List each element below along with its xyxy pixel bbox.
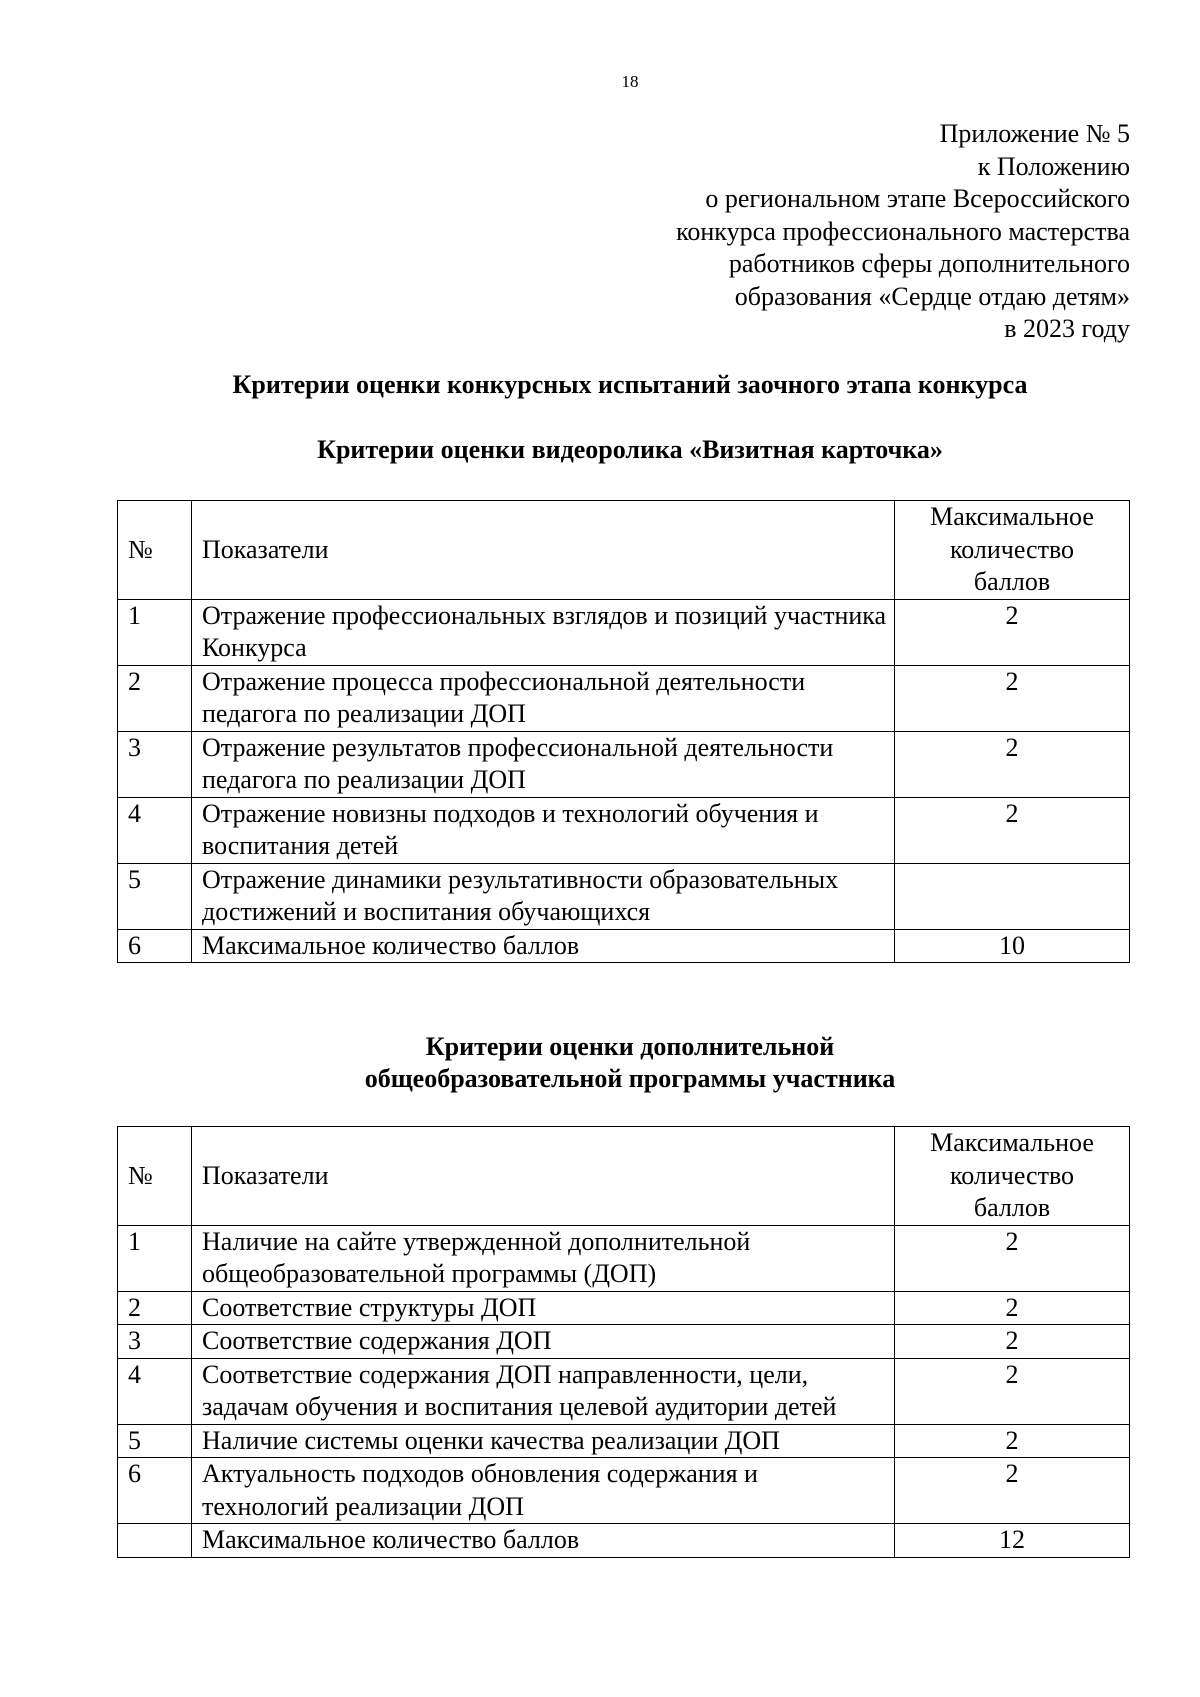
program-heading-line: общеобразовательной программы участника bbox=[364, 1064, 896, 1093]
header-max-points bbox=[895, 501, 1130, 600]
row-indicator: Соответствие структуры ДОП bbox=[192, 1291, 895, 1325]
header-max-points-line: количество bbox=[949, 534, 1075, 564]
table-row bbox=[118, 863, 1130, 929]
row-num: 5 bbox=[118, 1424, 192, 1458]
row-score: 2 bbox=[895, 1458, 1130, 1524]
row-score: 2 bbox=[895, 665, 1130, 731]
appendix-line: о региональном этапе Всероссийского bbox=[705, 184, 1130, 213]
row-score: 2 bbox=[895, 731, 1130, 797]
header-indicators: Показатели bbox=[192, 1127, 895, 1226]
header-max-points-line: баллов bbox=[973, 567, 1051, 596]
row-score: 2 bbox=[895, 599, 1130, 665]
row-num: 5 bbox=[118, 863, 192, 929]
row-score: 2 bbox=[895, 1325, 1130, 1359]
table-row bbox=[118, 929, 1130, 963]
row-indicator: Отражение профессиональных взглядов и позиций участника Конкурса bbox=[192, 599, 895, 665]
row-num bbox=[118, 1524, 192, 1558]
row-indicator: Отражение новизны подходов и технологий обучения и воспитания детей bbox=[192, 797, 895, 863]
row-num: 1 bbox=[118, 1225, 192, 1291]
program-criteria-heading bbox=[0, 1031, 1200, 1095]
appendix-line: работников сферы дополнительного bbox=[728, 249, 1130, 278]
row-num: 2 bbox=[118, 665, 192, 731]
table-row bbox=[118, 1325, 1130, 1359]
row-num: 4 bbox=[118, 1358, 192, 1424]
table-row bbox=[118, 797, 1130, 863]
header-max-points-line: баллов bbox=[973, 1193, 1051, 1222]
table-row bbox=[118, 1225, 1130, 1291]
appendix-note bbox=[676, 118, 1130, 346]
row-score bbox=[895, 863, 1130, 929]
appendix-line: конкурса профессионального мастерства bbox=[676, 216, 1130, 246]
row-indicator: Максимальное количество баллов bbox=[192, 1524, 895, 1558]
header-max-points-line: количество bbox=[949, 1160, 1075, 1190]
row-indicator: Соответствие содержания ДОП направленности, цели, задачам обучения и воспитания целевой аудитории детей bbox=[192, 1358, 895, 1424]
row-num: 6 bbox=[118, 1458, 192, 1524]
row-score: 2 bbox=[895, 797, 1130, 863]
row-num: 3 bbox=[118, 1325, 192, 1359]
row-indicator: Соответствие содержания ДОП bbox=[192, 1325, 895, 1359]
row-score: 10 bbox=[895, 929, 1130, 963]
table-row bbox=[118, 1524, 1130, 1558]
header-num: № bbox=[118, 1127, 192, 1226]
table-header-row bbox=[118, 501, 1130, 600]
table-row bbox=[118, 599, 1130, 665]
row-num: 3 bbox=[118, 731, 192, 797]
appendix-line: образования «Сердце отдаю детям» bbox=[734, 281, 1130, 311]
row-num: 6 bbox=[118, 929, 192, 963]
table-row bbox=[118, 1291, 1130, 1325]
table-row bbox=[118, 1458, 1130, 1524]
header-indicators: Показатели bbox=[192, 501, 895, 600]
appendix-line: к Положению bbox=[977, 151, 1130, 181]
row-num: 1 bbox=[118, 599, 192, 665]
row-indicator: Отражение процесса профессиональной деятельности педагога по реализации ДОП bbox=[192, 665, 895, 731]
row-indicator: Отражение результатов профессиональной деятельности педагога по реализации ДОП bbox=[192, 731, 895, 797]
video-criteria-heading: Критерии оценки видеоролика «Визитная карточка» bbox=[317, 435, 943, 464]
video-criteria-table bbox=[117, 500, 1130, 963]
table-row bbox=[118, 1358, 1130, 1424]
row-indicator: Максимальное количество баллов bbox=[192, 929, 895, 963]
row-score: 2 bbox=[895, 1424, 1130, 1458]
main-heading: Критерии оценки конкурсных испытаний заочного этапа конкурса bbox=[232, 370, 1028, 399]
row-indicator: Отражение динамики результативности образовательных достижений и воспитания обучающихся bbox=[192, 863, 895, 929]
appendix-line: в 2023 году bbox=[1004, 314, 1130, 343]
row-score: 2 bbox=[895, 1358, 1130, 1424]
header-max-points bbox=[895, 1127, 1130, 1226]
row-indicator: Наличие на сайте утвержденной дополнительной общеобразовательной программы (ДОП) bbox=[192, 1225, 895, 1291]
header-num: № bbox=[118, 501, 192, 600]
row-num: 2 bbox=[118, 1291, 192, 1325]
row-score: 2 bbox=[895, 1225, 1130, 1291]
row-score: 12 bbox=[895, 1524, 1130, 1558]
appendix-line: Приложение № 5 bbox=[939, 119, 1130, 148]
row-indicator: Актуальность подходов обновления содержания и технологий реализации ДОП bbox=[192, 1458, 895, 1524]
page-number: 18 bbox=[621, 72, 639, 91]
table-header-row bbox=[118, 1127, 1130, 1226]
header-max-points-line: Максимальное bbox=[930, 1128, 1094, 1157]
table-row bbox=[118, 1424, 1130, 1458]
program-criteria-table bbox=[117, 1126, 1130, 1558]
header-max-points-line: Максимальное bbox=[930, 502, 1094, 531]
table-row bbox=[118, 731, 1130, 797]
row-score: 2 bbox=[895, 1291, 1130, 1325]
row-num: 4 bbox=[118, 797, 192, 863]
row-indicator: Наличие системы оценки качества реализации ДОП bbox=[192, 1424, 895, 1458]
table-row bbox=[118, 665, 1130, 731]
program-heading-line: Критерии оценки дополнительной bbox=[425, 1032, 835, 1061]
